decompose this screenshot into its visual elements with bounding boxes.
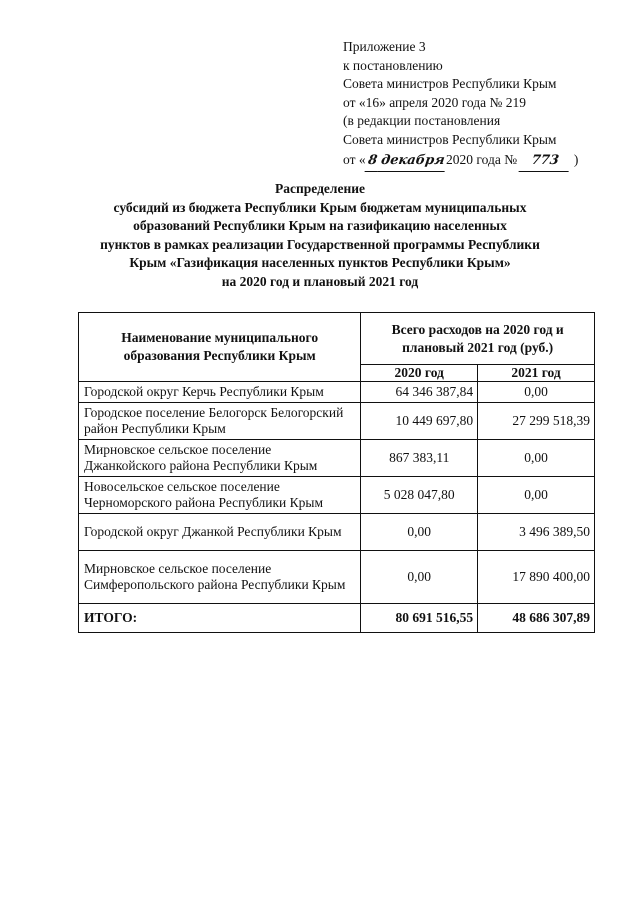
table-row — [79, 551, 595, 604]
total-value-2021: 48 686 307,89 — [478, 604, 595, 633]
close-paren: ) — [573, 152, 579, 167]
row-value-2021: 27 299 518,39 — [478, 403, 595, 440]
column-header-2021: 2021 год — [478, 365, 595, 382]
total-label: ИТОГО: — [79, 604, 361, 633]
row-value-2021: 0,00 — [478, 440, 595, 477]
table-row — [79, 514, 595, 551]
row-name: Городской округ Керчь Республики Крым — [79, 382, 361, 403]
column-header-total: Всего расходов на 2020 год и плановый 2021 год (руб.) — [361, 313, 595, 365]
row-name: Мирновское сельское поселение Симферопольского района Республики Крым — [79, 551, 361, 604]
subsidy-table — [78, 312, 595, 633]
appendix-line: Совета министров Республики Крым — [343, 76, 557, 91]
handwritten-month: декабря — [377, 152, 447, 172]
row-value-2020: 0,00 — [361, 514, 478, 551]
row-name: Новосельское сельское поселение Черноморского района Республики Крым — [79, 477, 361, 514]
appendix-line: (в редакции постановления — [343, 113, 501, 128]
total-row — [79, 604, 595, 633]
appendix-date-line — [343, 151, 633, 172]
appendix-line: Приложение 3 — [343, 39, 426, 54]
row-name: Городской округ Джанкой Республики Крым — [79, 514, 361, 551]
row-value-2021: 0,00 — [478, 477, 595, 514]
document-heading — [60, 180, 580, 292]
column-header-2020: 2020 год — [361, 365, 478, 382]
handwritten-day: 8 — [364, 152, 380, 172]
row-value-2020: 867 383,11 — [361, 440, 478, 477]
total-value-2020: 80 691 516,55 — [361, 604, 478, 633]
column-header-name: Наименование муниципального образования Республики Крым — [79, 313, 361, 382]
appendix-line: к постановлению — [343, 57, 443, 73]
table-row — [79, 403, 595, 440]
row-value-2020: 5 028 047,80 — [361, 477, 478, 514]
heading-line: образований Республики Крым на газификацию населенных — [133, 218, 507, 234]
table-row — [79, 382, 595, 403]
heading-line: на 2020 год и плановый 2021 год — [221, 273, 419, 289]
row-value-2021: 0,00 — [478, 382, 595, 403]
heading-line: Крым «Газификация населенных пунктов Республики Крым» — [129, 255, 511, 271]
row-value-2020: 64 346 387,84 — [361, 382, 478, 403]
row-name: Мирновское сельское поселение Джанкойского района Республики Крым — [79, 440, 361, 477]
table-row — [79, 440, 595, 477]
row-value-2021: 17 890 400,00 — [478, 551, 595, 604]
table-row — [79, 477, 595, 514]
row-value-2021: 3 496 389,50 — [478, 514, 595, 551]
handwritten-number: 773 — [519, 152, 572, 172]
date-prefix: от « — [343, 152, 366, 167]
appendix-line: Совета министров Республики Крым — [343, 131, 557, 147]
date-suffix: 2020 года № — [446, 152, 518, 167]
heading-line: субсидий из бюджета Республики Крым бюджетам муниципальных — [113, 199, 527, 215]
appendix-block — [343, 38, 633, 172]
row-value-2020: 10 449 697,80 — [361, 403, 478, 440]
heading-title: Распределение — [274, 181, 366, 196]
row-value-2020: 0,00 — [361, 551, 478, 604]
row-name: Городское поселение Белогорск Белогорский район Республики Крым — [79, 403, 361, 440]
heading-line: пунктов в рамках реализации Государственной программы Республики — [100, 236, 540, 252]
appendix-line: от «16» апреля 2020 года № 219 — [343, 94, 527, 110]
